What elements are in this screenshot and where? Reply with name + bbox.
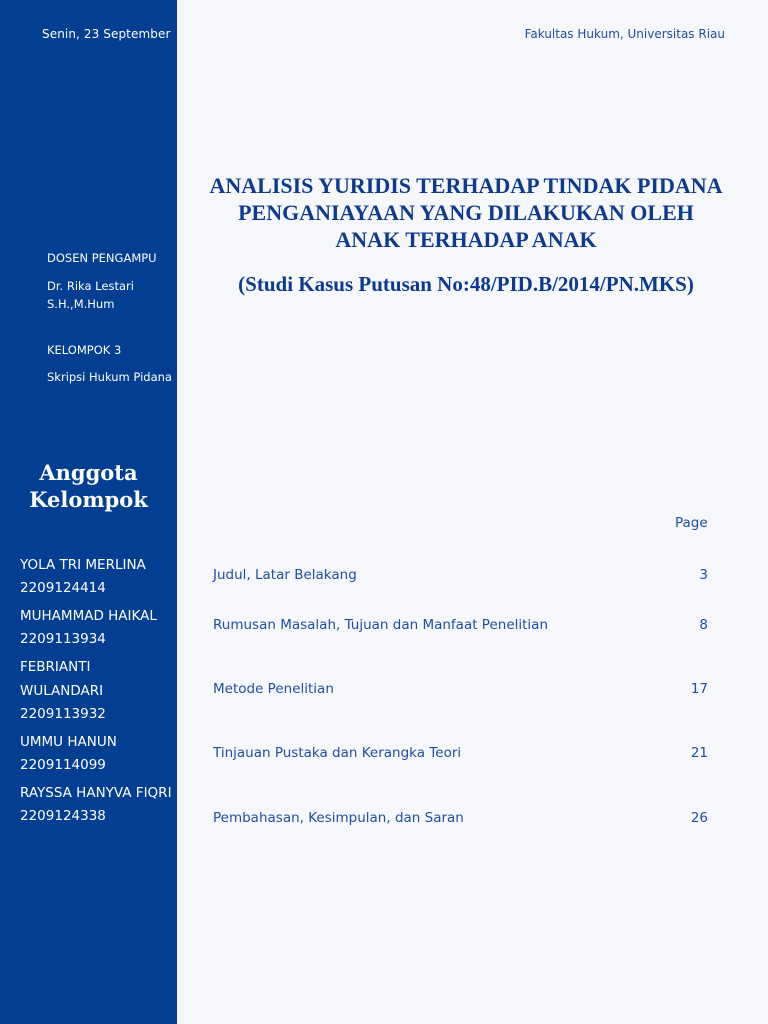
toc-label: Pembahasan, Kesimpulan, dan Saran [213,810,464,826]
sidebar [0,0,177,1024]
toc-page: 17 [690,681,708,697]
members-list [20,553,175,832]
toc-page: 26 [690,810,708,826]
toc-row [213,745,708,761]
toc-page: 8 [699,617,708,633]
toc-label: Judul, Latar Belakang [213,567,357,583]
member-nim: 2209124414 [20,580,106,596]
date-label: Senin, 23 September [42,27,171,41]
toc-row [213,617,708,633]
member-nim: 2209124338 [20,808,106,824]
toc-row [213,810,708,826]
member-nim: 2209113932 [20,706,106,722]
toc-page: 21 [690,745,708,761]
document-title: ANALISIS YURIDIS TERHADAP TINDAK PIDANA PENGANIAYAAN YANG DILAKUKAN OLEH ANAK TERHADAP ANAK [209,173,723,252]
toc-label: Rumusan Masalah, Tujuan dan Manfaat Penelitian [213,617,549,633]
faculty-label: Fakultas Hukum, Universitas Riau [524,27,725,41]
lecturer-name: Dr. Rika Lestari S.H.,M.Hum [47,279,134,311]
document-subtitle: (Studi Kasus Putusan No:48/PID.B/2014/PN.MKS) [238,272,694,296]
group-heading: KELOMPOK 3 [47,343,122,357]
member-item [20,604,175,651]
toc-row [213,681,708,697]
member-item [20,781,175,828]
toc-label: Metode Penelitian [213,681,334,697]
toc-page: 3 [699,567,708,583]
toc-row [213,567,708,583]
member-nim: 2209114099 [20,757,106,773]
lecturer-heading: DOSEN PENGAMPU [47,251,157,265]
member-name: YOLA TRI MERLINA [20,557,146,573]
member-item [20,655,175,726]
member-nim: 2209113934 [20,631,106,647]
group-topic: Skripsi Hukum Pidana [47,370,172,384]
member-item [20,553,175,600]
member-name: MUHAMMAD HAIKAL [20,608,157,624]
member-name: RAYSSA HANYVA FIQRI [20,785,172,801]
member-name: UMMU HANUN [20,734,117,750]
member-item [20,730,175,777]
toc-label: Tinjauan Pustaka dan Kerangka Teori [213,745,462,761]
toc-page-header: Page [675,515,708,531]
member-name: FEBRIANTI WULANDARI [20,659,104,699]
members-title: Anggota Kelompok [29,460,148,512]
